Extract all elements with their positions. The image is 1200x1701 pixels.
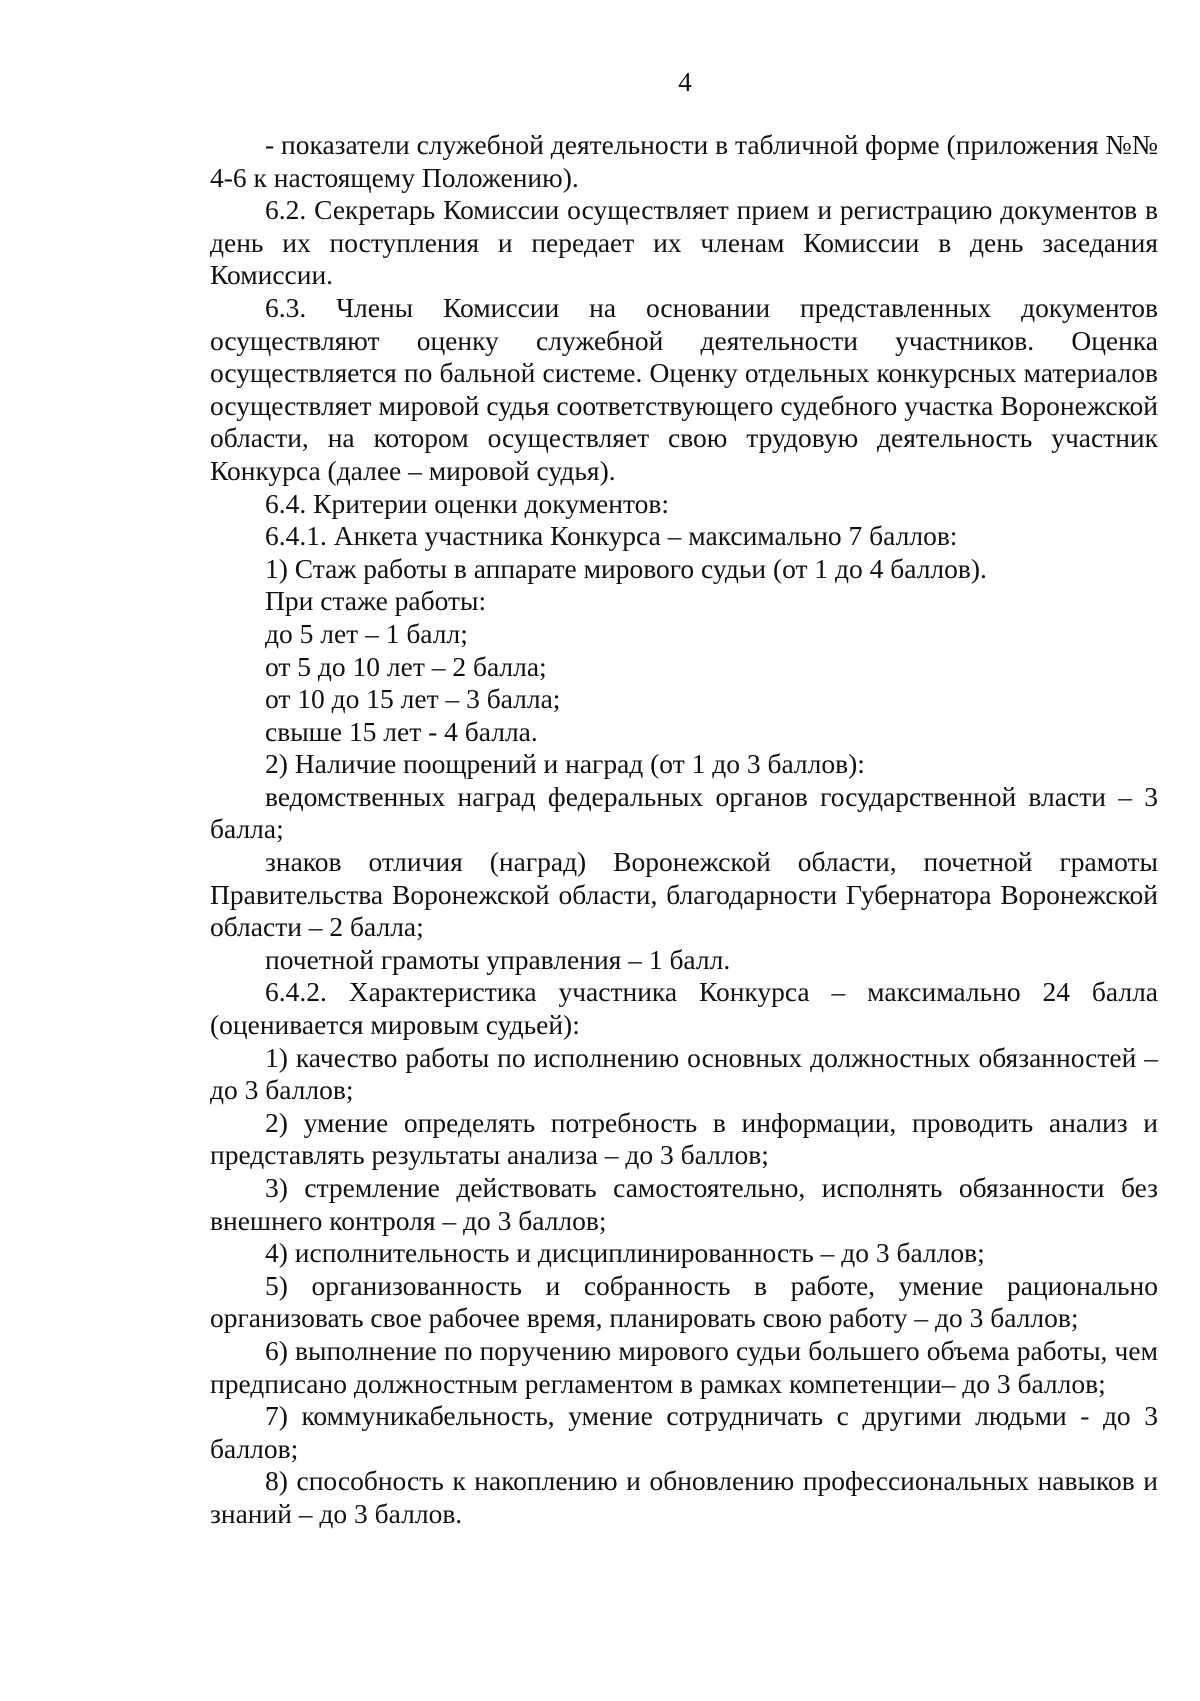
experience-heading: При стаже работы: <box>265 585 487 617</box>
item-experience: 1) Стаж работы в аппарате мирового судьи (от 1 до 4 баллов). <box>265 552 987 584</box>
criterion-5: 5) организованность и собранность в работе, умение рационально организовать свое рабочее время, планировать свою работу – до 3 баллов; <box>210 1269 1158 1334</box>
experience-10-to-15: от 10 до 15 лет – 3 балла; <box>265 683 561 715</box>
paragraph-6-2: 6.2. Секретарь Комиссии осуществляет прием и регистрацию документов в день их поступления и передает их членам Комиссии в день заседания Комиссии. <box>210 194 1158 291</box>
criterion-8: 8) способность к накоплению и обновлению профессиональных навыков и знаний – до 3 баллов. <box>210 1465 1158 1529</box>
paragraph-6-4: 6.4. Критерии оценки документов: <box>265 487 670 519</box>
page-number: 4 <box>678 67 692 97</box>
document-body <box>210 129 1158 1531</box>
item-awards: 2) Наличие поощрений и наград (от 1 до 3 баллов): <box>265 748 865 780</box>
experience-over-15: свыше 15 лет - 4 балла. <box>265 715 538 747</box>
paragraph-6-3: 6.3. Члены Комиссии на основании представленных документов осуществляют оценку служебной деятельности участников. Оценка осуществляется по бальной системе. Оценку отдельных конкурсных материалов осуществляет мировой судья соответствующего судебного участка Воронежской области, на котором осуществляет свою трудовую деятельность участник Конкурса (далее – мировой судья). <box>210 291 1158 486</box>
paragraph-6-4-1: 6.4.1. Анкета участника Конкурса – максимально 7 баллов: <box>265 520 958 552</box>
awards-federal: ведомственных наград федеральных органов государственной власти – 3 балла; <box>210 780 1158 845</box>
awards-regional: знаков отличия (наград) Воронежской области, почетной грамоты Правительства Воронежской области, благодарности Губернатора Воронежской области – 2 балла; <box>210 846 1158 943</box>
criterion-3: 3) стремление действовать самостоятельно, исполнять обязанности без внешнего контроля – до 3 баллов; <box>210 1172 1158 1236</box>
criterion-1: 1) качество работы по исполнению основных должностных обязанностей – до 3 баллов; <box>210 1041 1158 1106</box>
experience-up-to-5: до 5 лет – 1 балл; <box>265 617 468 649</box>
criterion-4: 4) исполнительность и дисциплинированность – до 3 баллов; <box>265 1237 985 1269</box>
criterion-2: 2) умение определять потребность в информации, проводить анализ и представлять результаты анализа – до 3 баллов; <box>210 1106 1158 1171</box>
criterion-7: 7) коммуникабельность, умение сотрудничать с другими людьми - до 3 баллов; <box>210 1400 1158 1464</box>
experience-5-to-10: от 5 до 10 лет – 2 балла; <box>265 650 547 682</box>
paragraph-6-4-2: 6.4.2. Характеристика участника Конкурса – максимально 24 балла (оценивается мировым судьей): <box>210 976 1158 1041</box>
awards-department: почетной грамоты управления – 1 балл. <box>265 943 731 975</box>
paragraph-1: - показатели служебной деятельности в табличной форме (приложения №№ 4-6 к настоящему Положению). <box>210 129 1158 193</box>
criterion-6: 6) выполнение по поручению мирового судьи большего объема работы, чем предписано должностным регламентом в рамках компетенции– до 3 баллов; <box>210 1334 1158 1399</box>
